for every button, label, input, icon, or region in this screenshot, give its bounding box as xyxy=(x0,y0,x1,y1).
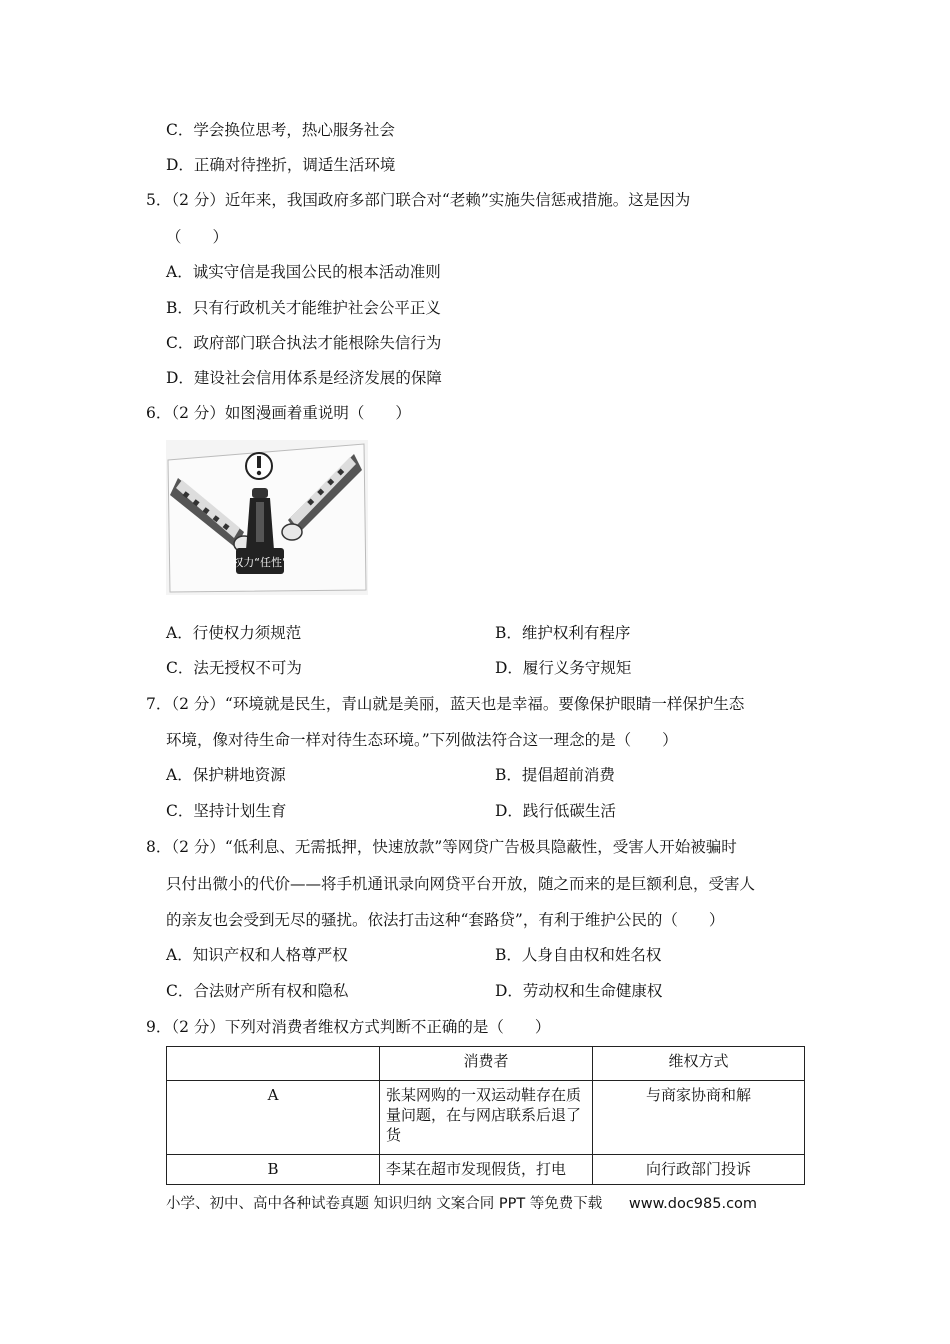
q7-option-b: B．提倡超前消费 xyxy=(495,766,615,784)
page-footer xyxy=(166,1192,757,1213)
q8-option-c: C．合法财产所有权和隐私 xyxy=(166,982,349,1000)
q8-stem-line-2: 只付出微小的代价——将手机通讯录向网贷平台开放，随之而来的是巨额利息，受害人 xyxy=(166,875,756,893)
q5-option-d: D．建设社会信用体系是经济发展的保障 xyxy=(166,369,442,387)
q8-stem-line-3: 的亲友也会受到无尽的骚扰。依法打击这种“套路贷”，有利于维护公民的（ ） xyxy=(166,911,725,929)
table-header-cell xyxy=(167,1047,380,1081)
q9-stem: 9．（2 分）下列对消费者维权方式判断不正确的是（ ） xyxy=(146,1018,551,1036)
q7-option-d: D．践行低碳生活 xyxy=(495,802,616,820)
q4-option-c: C．学会换位思考，热心服务社会 xyxy=(166,121,395,139)
q5-option-a: A．诚实守信是我国公民的根本活动准则 xyxy=(166,263,441,281)
table-cell-method: 向行政部门投诉 xyxy=(593,1155,805,1185)
table-header-row xyxy=(167,1047,805,1081)
q5-stem-line-1: 5．（2 分）近年来，我国政府多部门联合对“老赖”实施失信惩戒措施。这是因为 xyxy=(146,191,691,209)
table-cell-label: A xyxy=(167,1081,380,1155)
footer-url: www.doc985.com xyxy=(628,1196,758,1212)
table-header-cell: 维权方式 xyxy=(593,1047,805,1081)
q7-option-c: C．坚持计划生育 xyxy=(166,802,287,820)
q8-option-d: D．劳动权和生命健康权 xyxy=(495,982,663,1000)
q6-option-c: C．法无授权不可为 xyxy=(166,659,302,677)
table-cell-method: 与商家协商和解 xyxy=(593,1081,805,1155)
q5-option-c: C．政府部门联合执法才能根除失信行为 xyxy=(166,334,442,352)
table-row xyxy=(167,1081,805,1155)
table-cell-consumer: 张某网购的一双运动鞋存在质量问题，在与网店联系后退了货 xyxy=(380,1081,593,1155)
q8-option-b: B．人身自由权和姓名权 xyxy=(495,946,662,964)
table-cell-consumer: 李某在超市发现假货，打电 xyxy=(380,1155,593,1185)
q7-stem-line-1: 7．（2 分）“环境就是民生，青山就是美丽，蓝天也是幸福。要像保护眼睛一样保护生态 xyxy=(146,695,745,713)
q6-option-a: A．行使权力须规范 xyxy=(166,624,302,642)
q8-option-a: A．知识产权和人格尊严权 xyxy=(166,946,348,964)
q4-option-d: D．正确对待挫折，调适生活环境 xyxy=(166,156,396,174)
table-cell-label: B xyxy=(167,1155,380,1185)
footer-text: 小学、初中、高中各种试卷真题 知识归纳 文案合同 PPT 等免费下载 xyxy=(166,1196,603,1212)
table-header-cell: 消费者 xyxy=(380,1047,593,1081)
cartoon-image xyxy=(166,440,368,595)
q7-option-a: A．保护耕地资源 xyxy=(166,766,286,784)
q6-option-b: B．维护权利有程序 xyxy=(495,624,631,642)
cartoon-seal-label: 权力“任性” xyxy=(232,556,288,569)
rights-table xyxy=(166,1046,805,1185)
q8-stem-line-1: 8．（2 分）“低利息、无需抵押，快速放款”等网贷广告极具隐蔽性，受害人开始被骗时 xyxy=(146,838,737,856)
q5-stem-line-2: （ ） xyxy=(166,228,229,246)
q5-option-b: B．只有行政机关才能维护社会公平正义 xyxy=(166,299,441,317)
table-row xyxy=(167,1155,805,1185)
q6-stem: 6．（2 分）如图漫画着重说明（ ） xyxy=(146,404,411,422)
q7-stem-line-2: 环境，像对待生命一样对待生态环境。”下列做法符合这一理念的是（ ） xyxy=(166,731,678,749)
q6-option-d: D．履行义务守规矩 xyxy=(495,659,632,677)
